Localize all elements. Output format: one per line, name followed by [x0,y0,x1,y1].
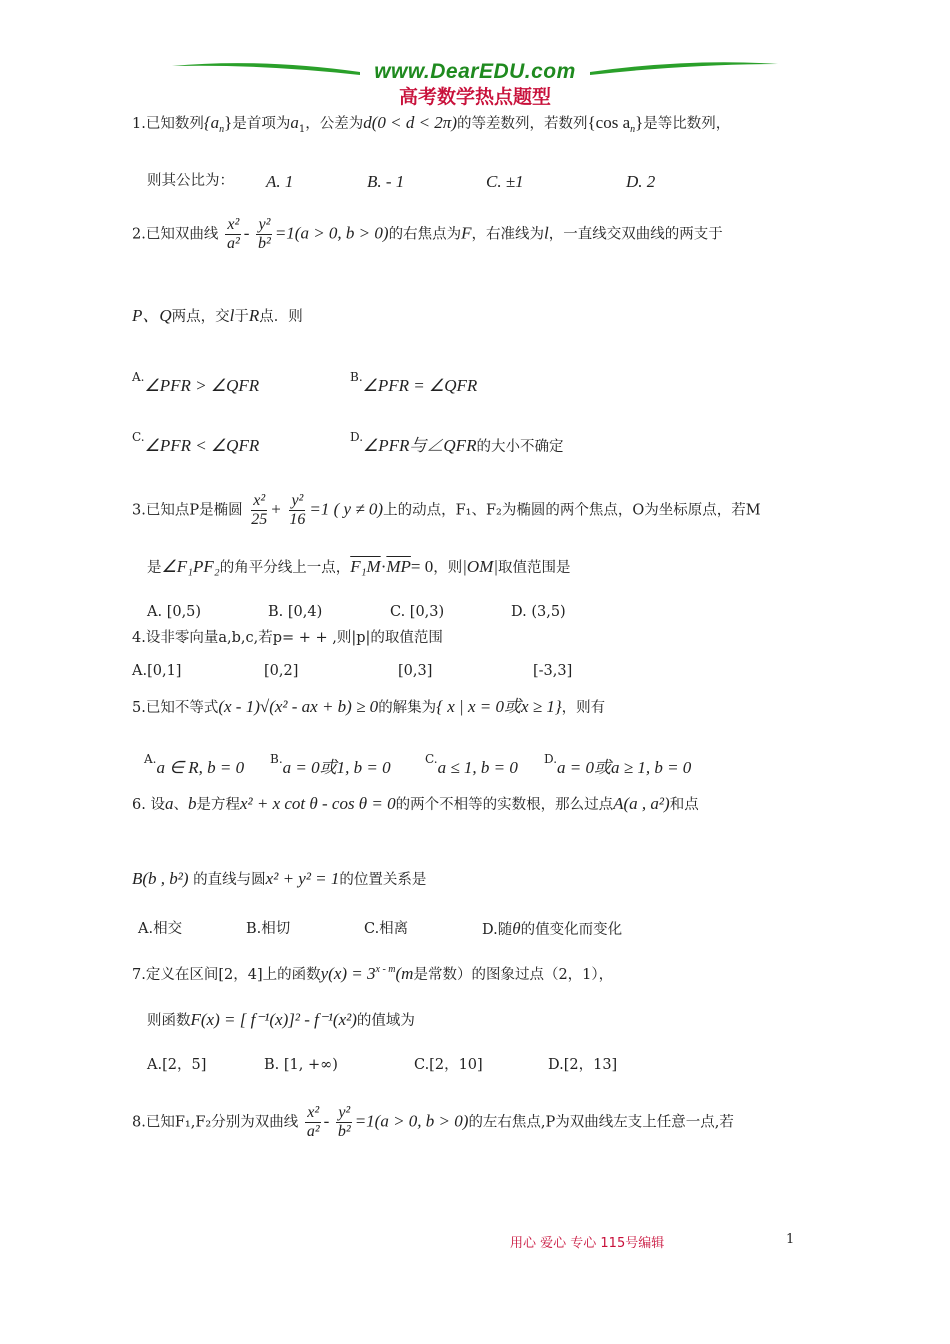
document-title: 高考数学热点题型 [398,86,551,108]
q2-fraction-y: $\frac{\text{y²}}{\text{b²}}$ [258,216,271,252]
q2-option-b: $^{B.}$∠PFR = ∠QFR [350,370,478,395]
q8-stem: 8.已知F₁,F₂分别为双曲线 $\frac{\text{x²}}{\text{a²}}$ - $\frac{\text{y²}}{\text{b²}}$ =1(a > 0, b > 0)的左右焦点,P为双曲线左支上任意一点,若 [132,1104,734,1140]
q5-option-b: $^{B.}$a = 0或1, b = 0 [270,752,391,777]
q6-option-c: C.相离 [364,921,409,937]
q6-stem: 6. 设a、b是方程x² + x cot θ - cos θ = 0的两个不相等的实数根，那么过点A(a , a²)和点 [132,794,699,813]
q3-option-d: D. (3,5) [511,604,566,620]
site-name: www.DearEDU.com [374,60,576,83]
q2-option-d: $^{D.}$∠PFR与∠QFR的大小不确定 [350,430,564,455]
q3-stem: 3.已知点P是椭圆 $\frac{\text{x²}}{25}$ + $\frac{\text{y²}}{16}$ =1 ( y ≠ 0)上的动点，F₁、F₂为椭圆的两个焦点，O为坐标原点，若M [132,492,761,528]
q8-fraction-x: $\frac{\text{x²}}{\text{a²}}$ [306,1104,320,1140]
q6-line2: B(b , b²) 的直线与圆x² + y² = 1的位置关系是 [132,869,427,888]
q2-option-c: $^{C.}$∠PFR < ∠QFR [132,430,260,455]
q3-fraction-x: $\frac{\text{x²}}{25}$ [251,492,268,528]
q5-stem: 5.已知不等式(x - 1)√(x² - ax + b) ≥ 0的解集为{ x | x = 0或x ≥ 1}，则有 [132,697,606,716]
q7-option-b: B. [1, +∞) [264,1057,338,1073]
q6-option-b: B.相切 [246,921,291,937]
q4-option-a: A.[0,1] [132,663,182,679]
q5-option-a: $^{A.}$a ∈ R, b = 0 [144,752,245,777]
q6-option-d: D.随θ的值变化而变化 [482,919,623,938]
q7-stem: 7.定义在区间[2，4]上的函数$y(x) = 3^{x - m}(m$是常数）的图象过点（2，1）， [132,964,614,983]
q5-option-d: $^{D.}$a = 0或a ≥ 1, b = 0 [544,752,692,777]
q1-option-d: D. 2 [626,172,656,191]
q1-option-b: B. - 1 [367,172,405,191]
q7-line2: 则函数F(x) = [ f⁻¹(x)]² - f⁻¹(x²)的值域为 [147,1010,415,1029]
q1-option-a: A. 1 [266,172,294,191]
q3-fraction-y: $\frac{\text{y²}}{16}$ [289,492,306,528]
q2-line2: P、Q两点，交l于R点．则 [132,306,303,325]
q6-option-a: A.相交 [138,921,183,937]
q7-option-d: D.[2，13] [548,1057,618,1073]
q1-option-c: C. ±1 [486,172,524,191]
q4-option-b: [0,2] [264,663,299,679]
q3-option-b: B. [0,4) [268,604,323,620]
footer-credit: 用心 爱心 专心 115号编辑 [510,1236,665,1251]
q4-option-c: [0,3] [398,663,433,679]
q5-option-c: $^{C.}$a ≤ 1, b = 0 [425,752,518,777]
q2-stem: 2.已知双曲线 $\frac{\text{x²}}{\text{a²}}$ - $\frac{\text{y²}}{\text{b²}}$ =1(a > 0, b > 0)的右焦点为F，右准线为l，一直线交双曲线的两支于 [132,216,723,252]
q3-option-c: C. [0,3) [390,604,445,620]
q7-option-a: A.[2，5] [147,1057,207,1073]
q2-option-a: $^{A.}$∠PFR > ∠QFR [132,370,260,395]
q1-line2: 则其公比为： [147,173,234,189]
q1-stem: 1.已知数列$\{a_n\}$是首项为$a_1$，公差为d(0 < d < 2π)的等差数列，若数列{cos $a_n$}是等比数列， [132,113,731,135]
q3-line2: 是∠F₁PF₂的角平分线上一点，$F_1M\cdot\overline{MP}= 0$，则|OM|取值范围是 [147,557,571,576]
q4-stem: 4.设非零向量a,b,c,若p= + + ,则|p|的取值范围 [132,630,443,646]
page-number: 1 [786,1232,795,1247]
q4-option-d: [-3,3] [533,663,573,679]
q3-option-a: A. [0,5) [147,604,202,620]
q7-option-c: C.[2，10] [414,1057,483,1073]
q2-fraction-x: $\frac{\text{x²}}{\text{a²}}$ [226,216,240,252]
q8-fraction-y: $\frac{\text{y²}}{\text{b²}}$ [337,1104,351,1140]
